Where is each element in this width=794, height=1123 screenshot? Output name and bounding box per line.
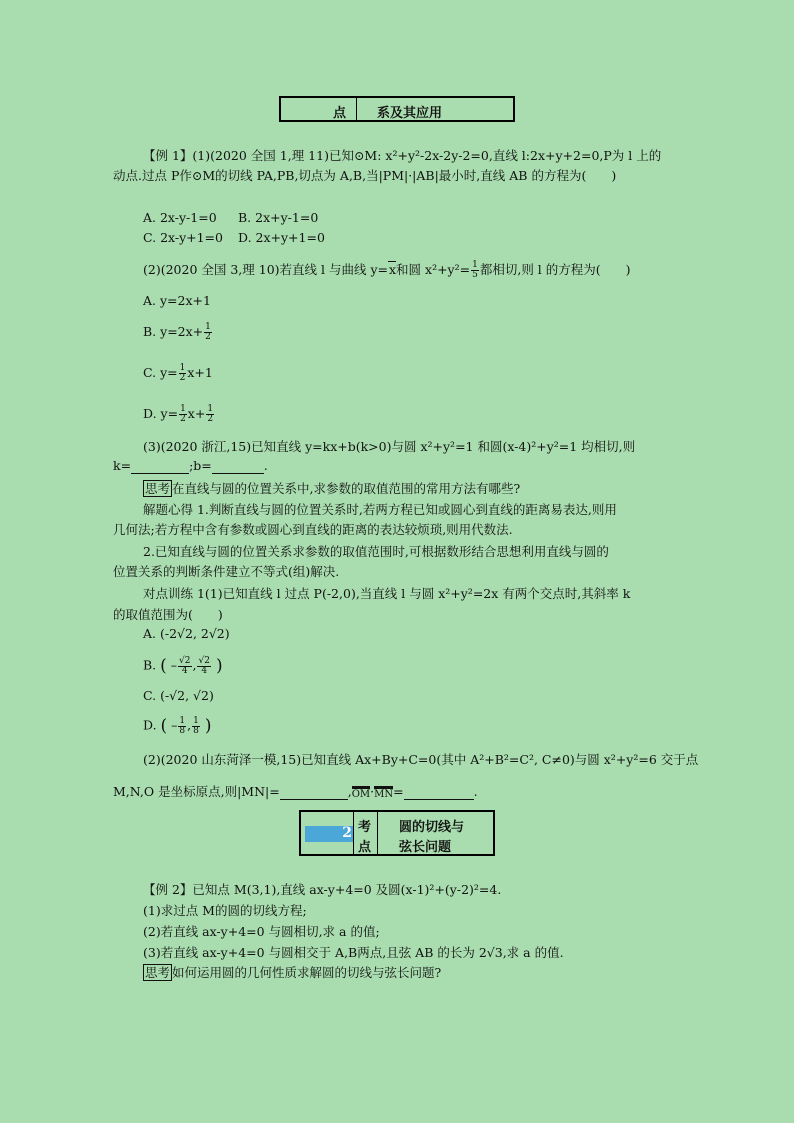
section2-title-2: 弦长问题 — [399, 840, 452, 855]
section2-divider-1 — [353, 812, 354, 854]
section2-number-badge: 2 — [305, 826, 353, 842]
ex1-part3-answers: k= ;b= . — [113, 458, 268, 473]
fraction-root2-over-4: $\frac{√2}{4}$ — [198, 655, 210, 676]
think1-solution-4: 位置关系的判断条件建立不等式(组)解决. — [113, 564, 340, 579]
ex2-line1: 【例 2】已知点 M(3,1),直线 ax-y+4=0 及圆(x-1)²+(y-2)²=4. — [143, 882, 502, 897]
answer-blank-k[interactable] — [131, 458, 189, 474]
train1-option-d: D. ( – $\frac{1}{8}$ , $\frac{1}{8}$ ) — [143, 715, 212, 736]
ex1-option-b: B. 2x+y-1=0 — [238, 210, 319, 225]
ex2-question-2: (2)若直线 ax-y+4=0 与圆相切,求 a 的值; — [143, 924, 380, 939]
train1-option-b: B. ( – $\frac{√2}{4}$ , $\frac{√2}{4}$ ) — [143, 655, 223, 676]
ex1-part2-a: (2)(2020 全国 3,理 10)若直线 l 与曲线 y= — [143, 262, 388, 277]
answer-blank-mn[interactable] — [280, 784, 348, 800]
think1-question: 思考 在直线与圆的位置关系中,求参数的取值范围的常用方法有哪些? — [145, 481, 521, 496]
section1-header — [279, 96, 515, 122]
section2-divider-2 — [377, 812, 378, 854]
think-tag: 思考 — [145, 481, 171, 496]
ex2-question-3: (3)若直线 ax-y+4=0 与圆相交于 A,B两点,且弦 AB 的长为 2√3,求 a 的值. — [143, 945, 564, 960]
vector-om: OM — [352, 786, 370, 800]
train1-part2-line2: M,N,O 是坐标原点,则|MN|= , OM· MN= . — [113, 784, 478, 800]
ex2-question-1: (1)求过点 M的圆的切线方程; — [143, 903, 307, 918]
section2-header — [299, 810, 495, 856]
ex1-line2: 动点.过点 P作⊙M的切线 PA,PB,切点为 A,B,当|PM|·|AB|最小时,直线 AB 的方程为( ) — [113, 168, 617, 183]
fraction-half: $\frac{1}{2}$ — [180, 404, 186, 424]
vector-mn: MN — [374, 786, 393, 800]
think2-question: 思考 如何运用圆的几何性质求解圆的切线与弦长问题? — [145, 965, 442, 980]
fraction-one-fifth: $\frac{1}{5}$ — [472, 260, 478, 280]
sqrt-x: x — [388, 262, 397, 277]
fraction-one-eighth: $\frac{1}{8}$ — [179, 715, 186, 736]
section2-kao: 考 — [358, 820, 372, 835]
ex1-part2 — [143, 260, 631, 280]
ex1-option-a: A. 2x-y-1=0 — [143, 210, 217, 225]
answer-blank-b[interactable] — [212, 458, 264, 474]
section2-dian: 点 — [358, 840, 372, 855]
ex1-part2-c: 都相切,则 l 的方程为( ) — [479, 262, 631, 277]
ex1-part2-option-a: A. y=2x+1 — [143, 293, 211, 308]
think1-solution-2: 几何法;若方程中含有参数或圆心到直线的距离的表达较烦琐,则用代数法. — [113, 522, 513, 537]
train1-line2: 的取值范围为( ) — [113, 607, 223, 622]
train1-part2-line1: (2)(2020 山东菏泽一模,15)已知直线 Ax+By+C=0(其中 A²+B²=C², C≠0)与圆 x²+y²=6 交于点 — [143, 752, 699, 767]
fraction-root2-over-4: $\frac{√2}{4}$ — [179, 655, 191, 676]
section1-col-a: 点 — [333, 106, 347, 121]
ex1-part2-option-b: B. y=2x+ $\frac{1}{2}$ — [143, 322, 211, 342]
train1-option-a: A. (-2√2, 2√2) — [143, 626, 230, 641]
ex1-line1: 【例 1】(1)(2020 全国 1,理 11)已知⊙M: x²+y²-2x-2y-2=0,直线 l:2x+y+2=0,P为 l 上的 — [143, 148, 662, 163]
ex1-part2-b: 和圆 x²+y²= — [396, 262, 471, 277]
think1-solution-1: 解题心得 1.判断直线与圆的位置关系时,若两方程已知或圆心到直线的距离易表达,则用 — [143, 502, 617, 517]
answer-blank-dot[interactable] — [404, 784, 474, 800]
section1-title: 系及其应用 — [377, 106, 443, 121]
train1-option-c: C. (-√2, √2) — [143, 688, 214, 703]
ex1-part2-option-d: D. y= $\frac{1}{2}$ x+ $\frac{1}{2}$ — [143, 404, 214, 424]
ex1-option-d: D. 2x+y+1=0 — [238, 230, 325, 245]
fraction-half: $\frac{1}{2}$ — [207, 404, 214, 424]
ex1-part3: (3)(2020 浙江,15)已知直线 y=kx+b(k>0)与圆 x²+y²=1 和圆(x-4)²+y²=1 均相切,则 — [143, 439, 636, 454]
fraction-half: $\frac{1}{2}$ — [205, 322, 211, 342]
fraction-one-eighth: $\frac{1}{8}$ — [193, 715, 199, 736]
section1-divider — [356, 98, 357, 120]
section2-title-1: 圆的切线与 — [399, 820, 465, 835]
fraction-half: $\frac{1}{2}$ — [179, 363, 186, 383]
ex1-part2-option-c: C. y= $\frac{1}{2}$ x+1 — [143, 363, 213, 383]
ex1-option-c: C. 2x-y+1=0 — [143, 230, 223, 245]
think-tag: 思考 — [145, 965, 171, 980]
train1-line1: 对点训练 1(1)已知直线 l 过点 P(-2,0),当直线 l 与圆 x²+y²=2x 有两个交点时,其斜率 k — [143, 586, 631, 601]
think1-solution-3: 2.已知直线与圆的位置关系求参数的取值范围时,可根据数形结合思想利用直线与圆的 — [143, 544, 609, 559]
